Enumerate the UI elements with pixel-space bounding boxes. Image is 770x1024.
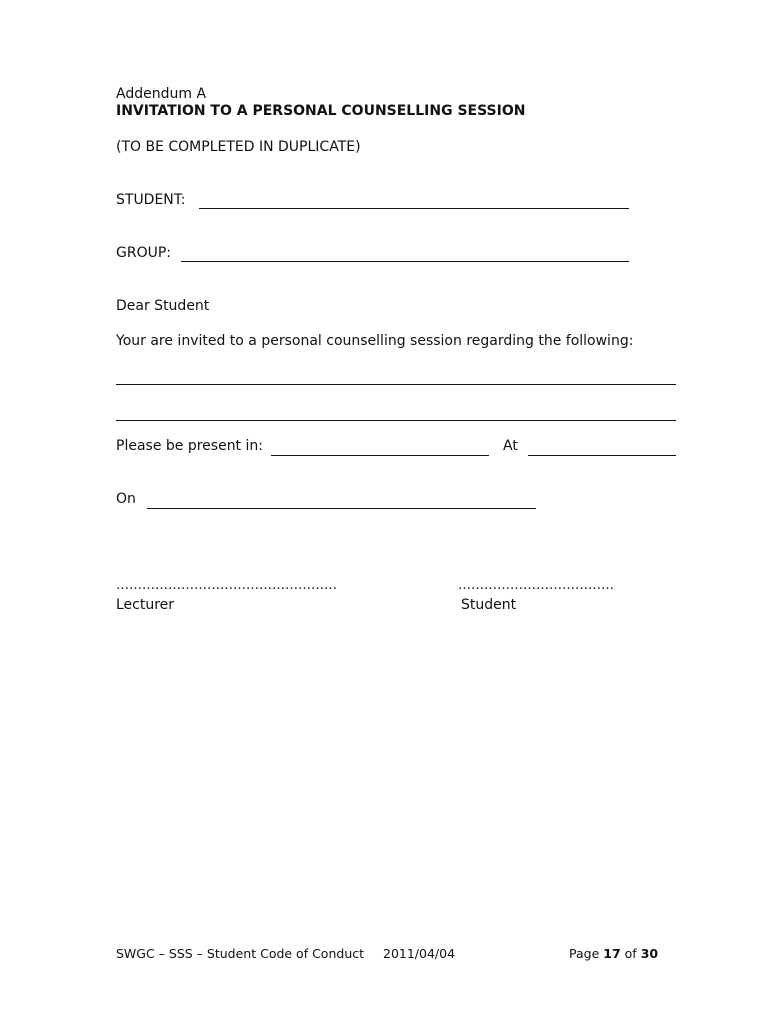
time-field-line[interactable] [528,455,676,456]
footer-page-current: 17 [603,946,621,961]
footer-page-of: of [624,946,637,961]
lecturer-signature-label: Lecturer [116,597,175,613]
footer-page-total: 30 [640,946,659,961]
footer-page-prefix: Page [569,946,600,961]
time-field-label: At [503,438,518,454]
date-field-label: On [116,491,136,507]
location-field-line[interactable] [271,455,489,456]
student-field-label: STUDENT: [116,192,186,208]
reason-line-1[interactable] [116,384,676,385]
student-field-line[interactable] [199,208,629,209]
form-title: INVITATION TO A PERSONAL COUNSELLING SESSION [116,103,526,119]
footer-date: 2011/04/04 [383,946,456,961]
student-signature-line: ……………………………… [458,578,614,593]
group-field-line[interactable] [181,261,629,262]
footer-document-name: SWGC – SSS – Student Code of Conduct [116,946,365,961]
student-signature-label: Student [461,597,517,613]
addendum-label: Addendum A [116,86,207,102]
reason-line-2[interactable] [116,420,676,421]
completion-instruction: (TO BE COMPLETED IN DUPLICATE) [116,139,361,155]
footer-page-number [569,946,658,961]
invitation-body-text: Your are invited to a personal counselling session regarding the following: [116,333,634,349]
group-field-label: GROUP: [116,245,172,261]
location-field-label: Please be present in: [116,438,263,454]
date-field-line[interactable] [147,508,536,509]
lecturer-signature-line: …………………………………………… [116,578,337,593]
salutation: Dear Student [116,298,210,314]
